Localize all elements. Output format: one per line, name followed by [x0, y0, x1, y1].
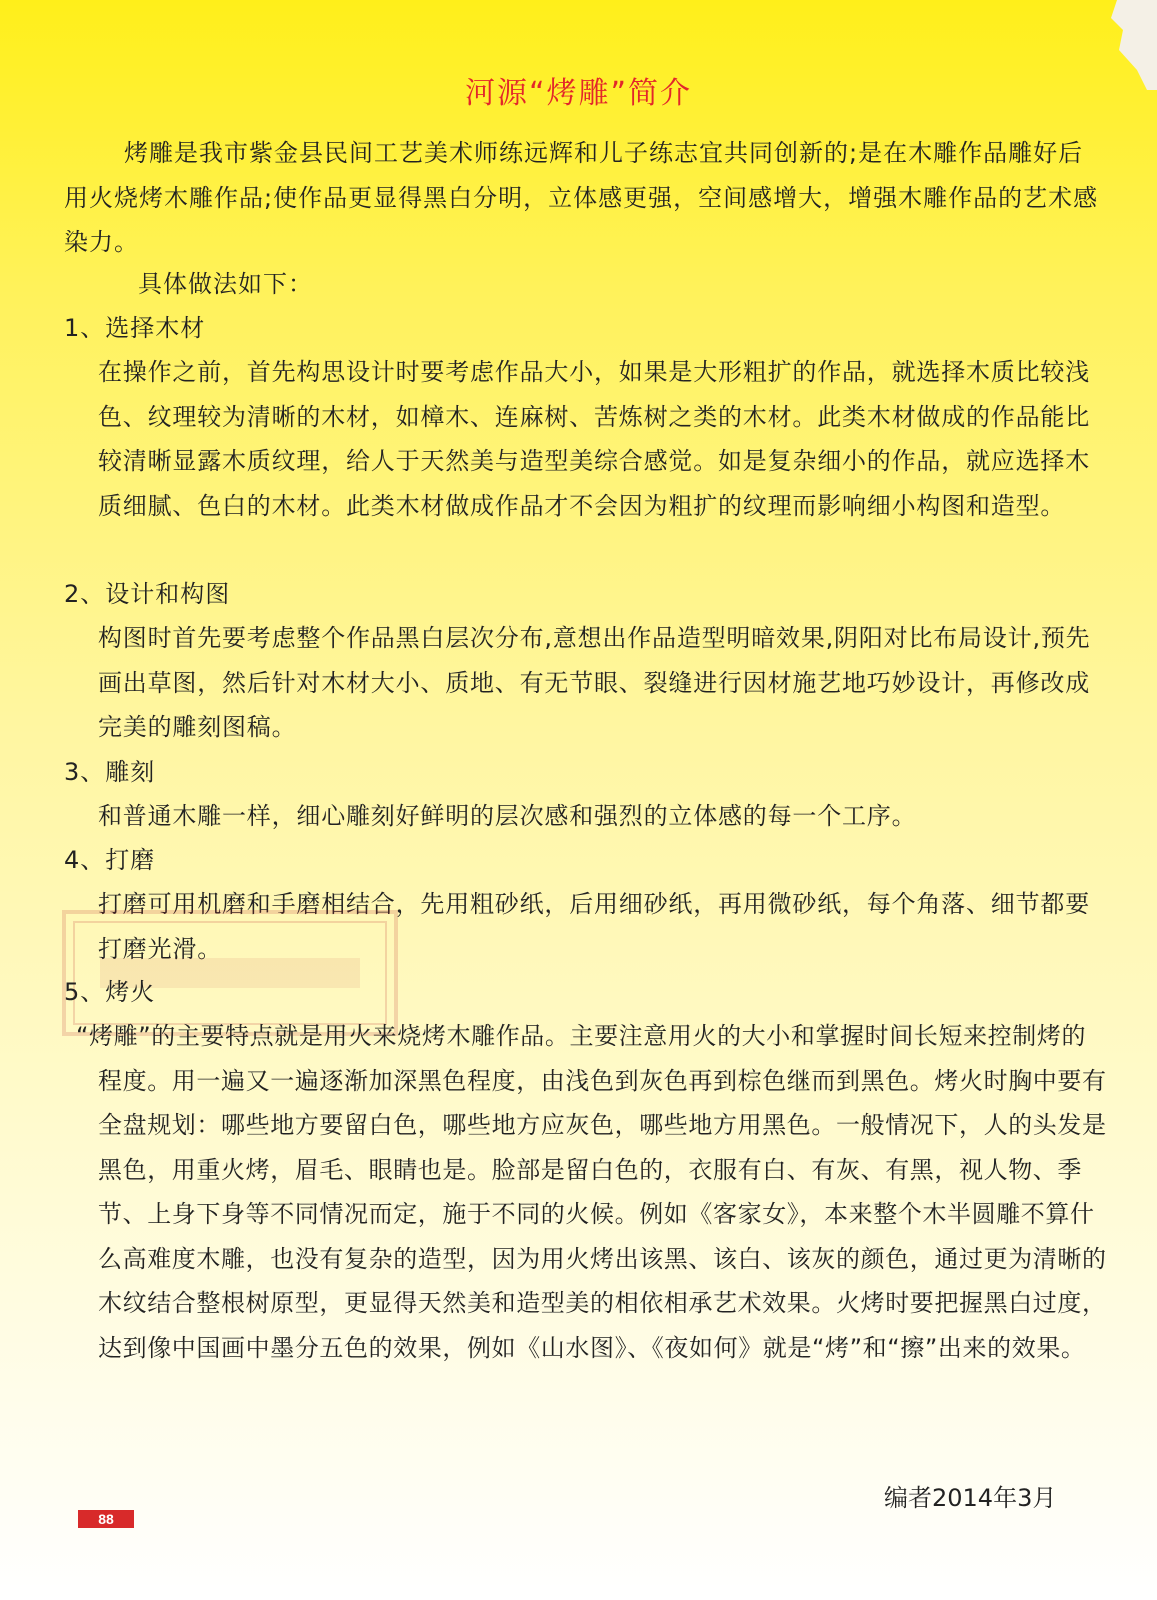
section-body-polishing: 打磨可用机磨和手磨相结合，先用粗砂纸，后用细砂纸，再用微砂纸，每个角落、细节都要打磨光滑。 — [98, 890, 1090, 963]
section-heading-design: 2、设计和构图 — [64, 580, 231, 608]
section-body-wood: 在操作之前，首先构思设计时要考虑作品大小，如果是大形粗扩的作品，就选择木质比较浅色、纹理较为清晰的木材，如樟木、连麻树、苦炼树之类的木材。此类木材做成的作品能比较清晰显露木质纹理，给人于天然美与造型美综合感觉。如是复杂细小的作品，就应选择木质细腻、色白的木材。此类木材做成作品才不会因为粗扩的纹理而影响细小构图和造型。 — [98, 358, 1090, 520]
section-heading-firing: 5、烤火 — [64, 978, 156, 1006]
section-heading-carving: 3、雕刻 — [64, 758, 156, 786]
page-number: 88 — [78, 1510, 134, 1528]
method-intro: 具体做法如下： — [138, 270, 313, 298]
section-body-firing: “烤雕”的主要特点就是用火来烧烤木雕作品。主要注意用火的大小和掌握时间长短来控制烤的程度。用一遍又一遍逐渐加深黑色程度，由浅色到灰色再到棕色继而到黑色。烤火时胸中要有全盘规划：哪些地方要留白色，哪些地方应灰色，哪些地方用黑色。一般情况下，人的头发是黑色，用重火烤，眉毛、眼睛也是。脸部是留白色的，衣服有白、有灰、有黑，视人物、季节、上身下身等不同情况而定，施于不同的火候。例如《客家女》，本来整个木半圆雕不算什么高难度木雕，也没有复杂的造型，因为用火烤出该黑、该白、该灰的颜色，通过更为清晰的木纹结合整根树原型，更显得天然美和造型美的相依相承艺术效果。火烤时要把握黑白过度，达到像中国画中墨分五色的效果，例如《山水图》、《夜如何》就是“烤”和“擦”出来的效果。 — [76, 1022, 1107, 1362]
author-date: 编者2014年3月 — [884, 1484, 1057, 1512]
section-heading-wood: 1、选择木材 — [64, 314, 206, 342]
document-title: 河源“烤雕”简介 — [464, 76, 693, 111]
section-body-design: 构图时首先要考虑整个作品黑白层次分布,意想出作品造型明暗效果,阴阳对比布局设计,预先画出草图，然后针对木材大小、质地、有无节眼、裂缝进行因材施艺地巧妙设计，再修改成完美的雕刻图稿。 — [98, 624, 1091, 741]
section-heading-polishing: 4、打磨 — [64, 846, 156, 874]
section-body-carving: 和普通木雕一样，细心雕刻好鲜明的层次感和强烈的立体感的每一个工序。 — [98, 802, 917, 830]
intro-paragraph: 烤雕是我市紫金县民间工艺美术师练远辉和儿子练志宜共同创新的;是在木雕作品雕好后用火烧烤木雕作品;使作品更显得黑白分明，立体感更强，空间感增大，增强木雕作品的艺术感染力。 — [64, 139, 1099, 256]
